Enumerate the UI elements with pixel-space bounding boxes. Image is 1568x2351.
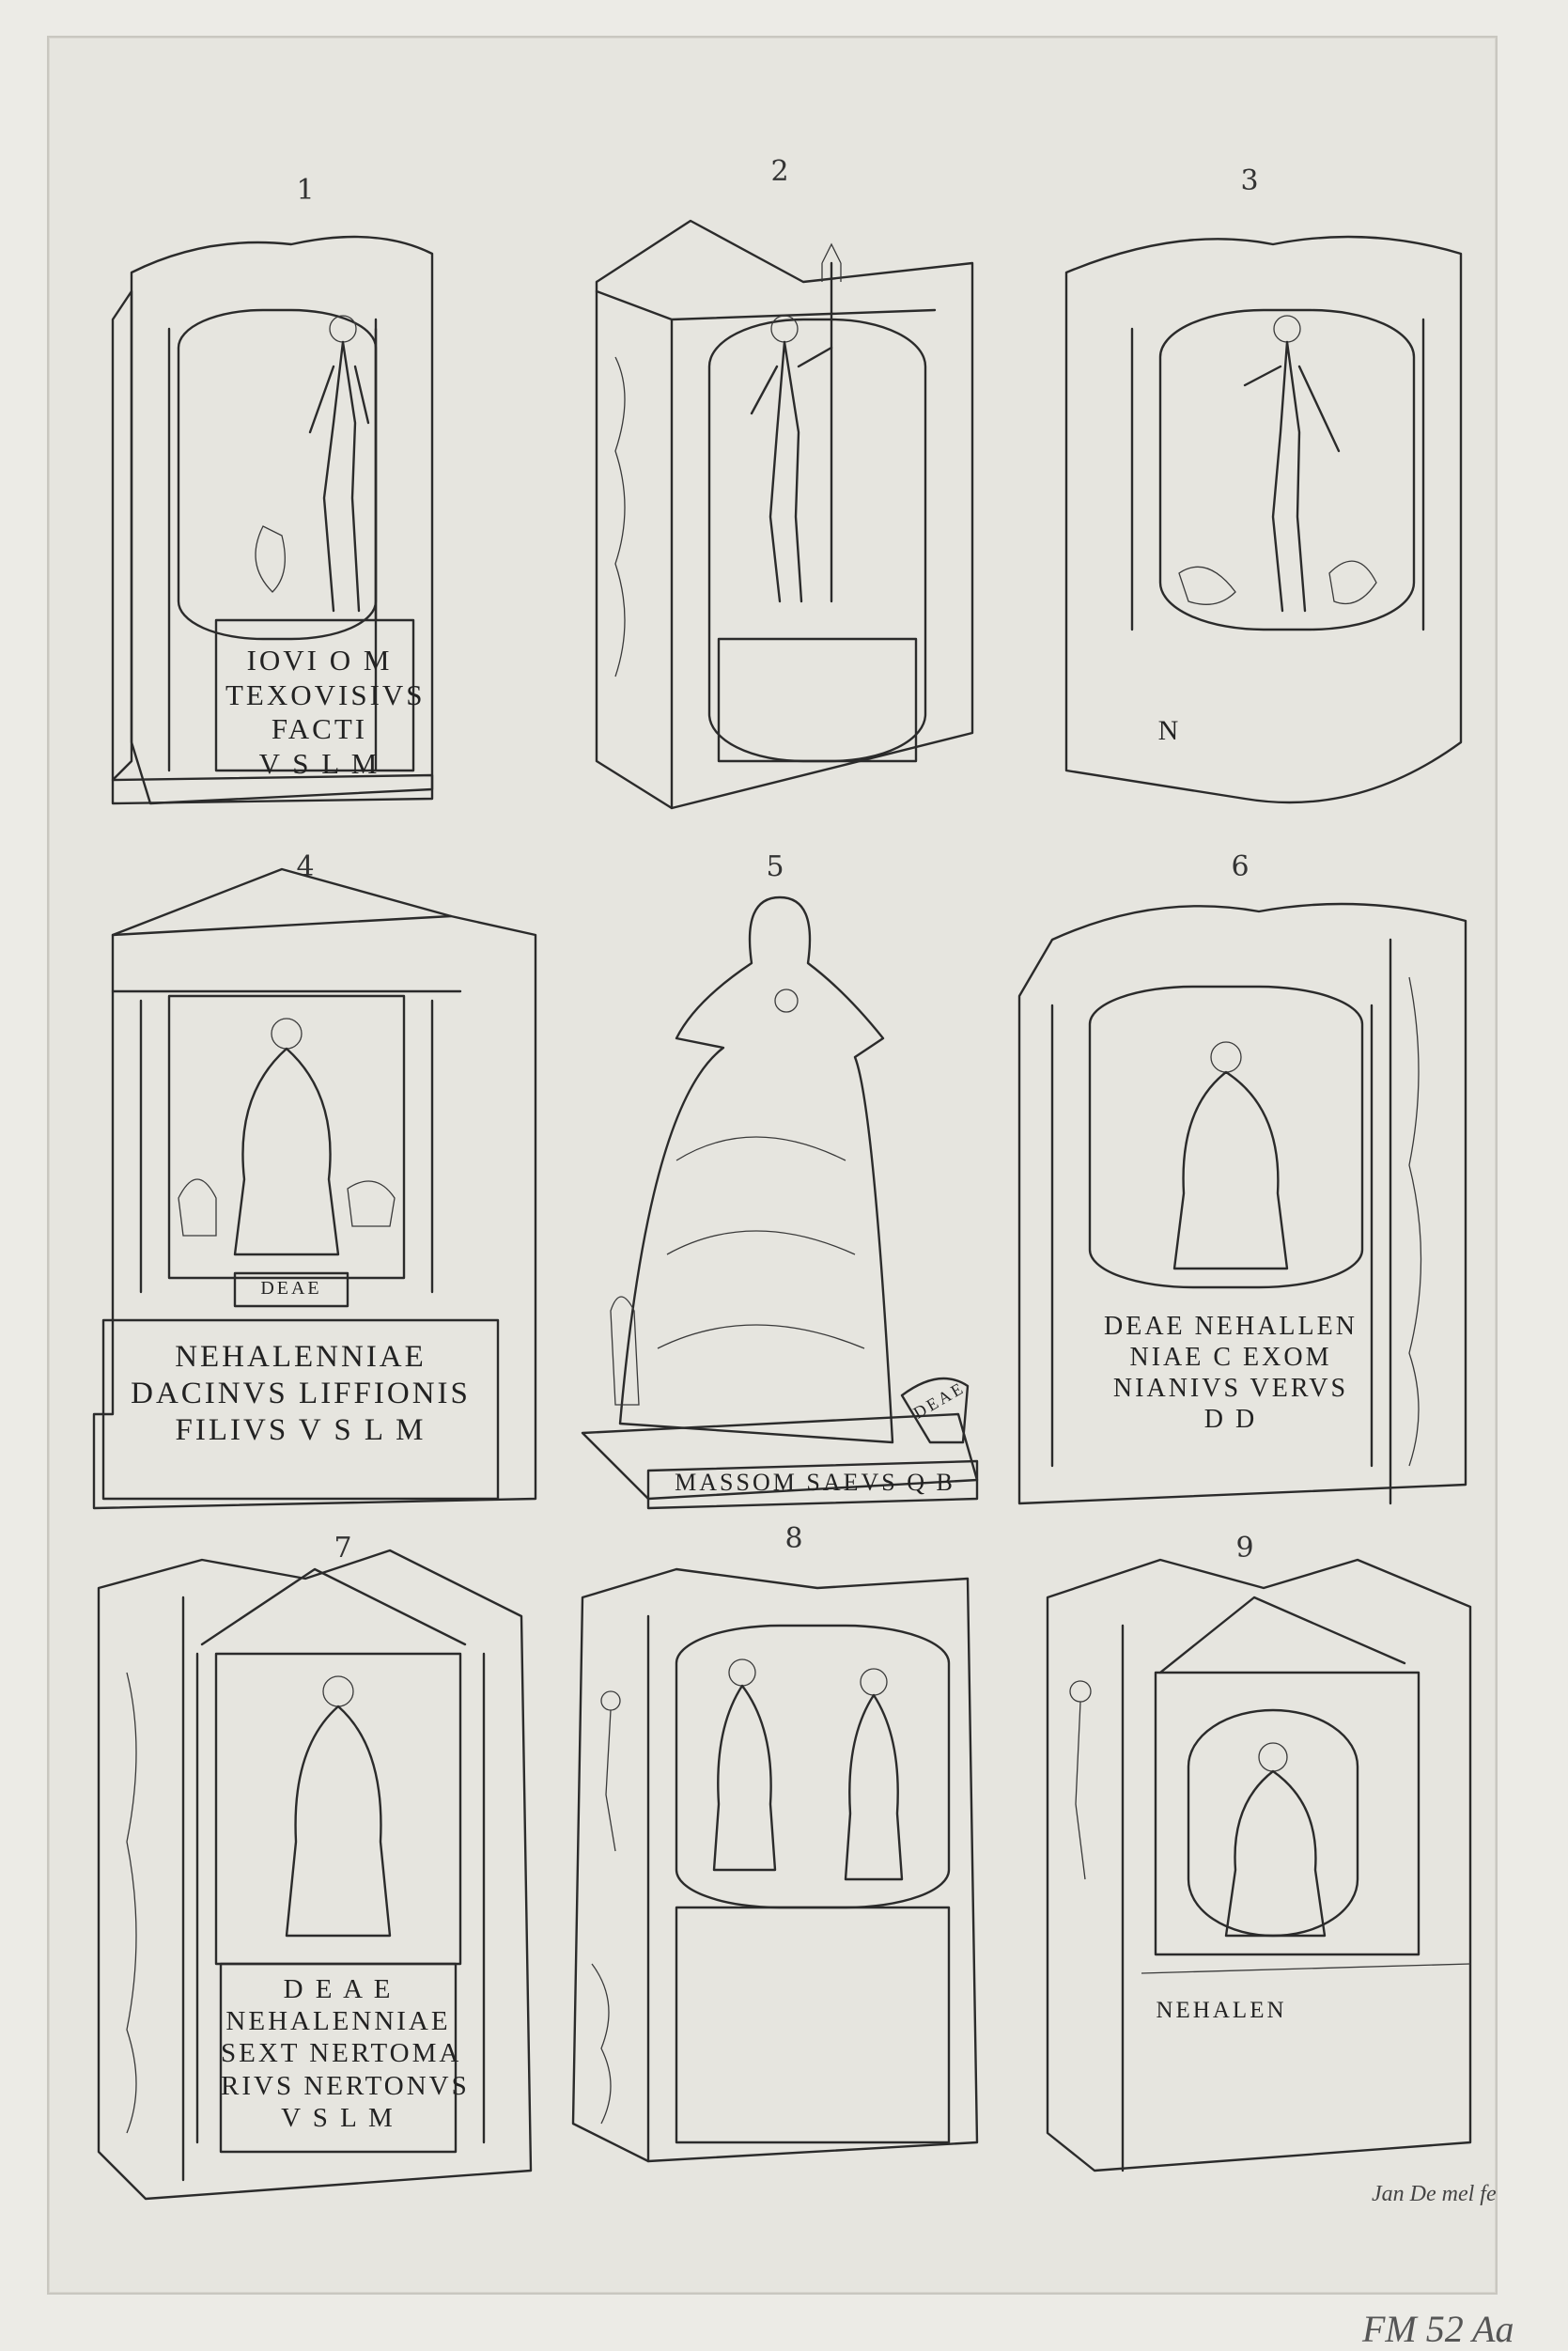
insc-line: DEAE NEHALLEN bbox=[1104, 1312, 1358, 1341]
plate-number-3: 3 bbox=[1240, 164, 1259, 197]
plate-number-1: 1 bbox=[296, 174, 315, 207]
altar-drawing-8 bbox=[564, 1560, 1005, 2199]
statue-plate-5 bbox=[564, 850, 1005, 1518]
altar-plate-1 bbox=[94, 174, 536, 836]
altar-plate-6 bbox=[1015, 850, 1466, 1513]
plate-9-inscription bbox=[1156, 1997, 1287, 2025]
plate-number-2: 2 bbox=[770, 155, 789, 188]
insc-line: DACINVS LIFFIONIS bbox=[131, 1376, 471, 1410]
insc-line: DEAE bbox=[909, 1378, 969, 1423]
insc-line: SEXT NERTOMA bbox=[221, 2038, 462, 2069]
plate-number-5: 5 bbox=[766, 850, 784, 883]
plate-5-inscription bbox=[653, 1469, 977, 1498]
insc-line: N bbox=[1157, 715, 1182, 746]
altar-plate-2 bbox=[568, 155, 1010, 827]
plate-6-inscription bbox=[1085, 1311, 1376, 1435]
plate-number-4: 4 bbox=[296, 850, 315, 883]
altar-drawing-2 bbox=[568, 207, 1010, 827]
insc-line: IOVI O M bbox=[246, 644, 393, 677]
margin-note: FM 52 Aa bbox=[1362, 2308, 1514, 2350]
insc-line: FILIVS V S L M bbox=[175, 1412, 427, 1447]
insc-line: NEHALENNIAE bbox=[175, 1340, 427, 1374]
plate-number-6: 6 bbox=[1231, 850, 1250, 883]
statue-drawing-5 bbox=[564, 879, 1005, 1518]
plate-number-9: 9 bbox=[1235, 1532, 1254, 1565]
insc-line: V S L M bbox=[281, 2102, 396, 2133]
insc-line: TEXOVISIVS bbox=[225, 677, 426, 711]
plate-number-7: 7 bbox=[334, 1532, 352, 1565]
altar-plate-8 bbox=[564, 1522, 1005, 2199]
insc-line: NIANIVS VERVS bbox=[1112, 1374, 1349, 1404]
plate-number-8: 8 bbox=[784, 1522, 803, 1555]
engraver-signature: Jan De mel fe bbox=[1372, 2182, 1497, 2206]
altar-plate-3 bbox=[1048, 164, 1489, 836]
altar-drawing-9 bbox=[1038, 1560, 1480, 2199]
altar-plate-4 bbox=[85, 850, 536, 1518]
altar-plate-7 bbox=[89, 1532, 540, 2199]
insc-line: FACTI bbox=[271, 712, 368, 746]
plate-3-inscription bbox=[1141, 714, 1198, 747]
insc-line: V S L M bbox=[258, 746, 380, 780]
insc-line: RIVS NERTONVS bbox=[221, 2070, 470, 2101]
plate-7-inscription bbox=[221, 1973, 470, 2134]
plate-4-inscription bbox=[103, 1339, 498, 1449]
plate-4-niche-label bbox=[235, 1278, 348, 1300]
insc-line: D D bbox=[1203, 1405, 1258, 1435]
insc-line: NIAE C EXOM bbox=[1129, 1343, 1332, 1373]
insc-line: NEHALEN bbox=[1156, 1998, 1287, 2023]
altar-plate-9 bbox=[1038, 1532, 1480, 2199]
insc-line: D E A E bbox=[283, 1974, 394, 2004]
insc-line: NEHALENNIAE bbox=[225, 2006, 451, 2037]
plate-1-inscription bbox=[225, 644, 426, 781]
altar-drawing-3 bbox=[1048, 216, 1489, 836]
insc-line: DEAE bbox=[260, 1278, 322, 1299]
insc-line: MASSOM SAEVS Q B bbox=[675, 1469, 955, 1496]
